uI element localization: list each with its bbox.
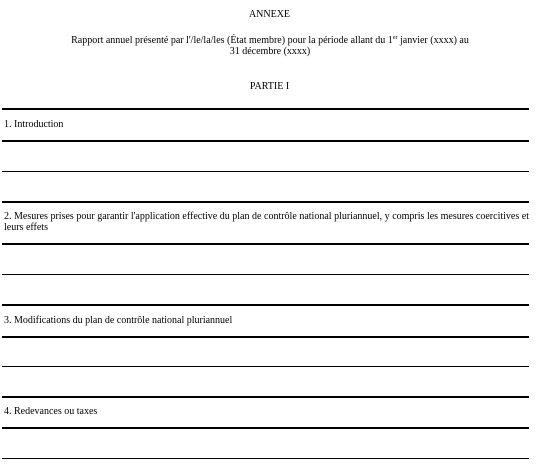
section-answer-line [2, 171, 529, 172]
section-divider [2, 201, 529, 203]
section-divider [2, 396, 529, 398]
section-answer-line [2, 366, 529, 367]
section-divider [2, 108, 529, 110]
section-divider [2, 427, 529, 429]
section-3-label: 3. Modifications du plan de contrôle national pluriannuel [4, 315, 233, 326]
part-title: PARTIE I [249, 81, 290, 92]
report-intro-line1-end: janvier (xxxx) au [397, 35, 469, 46]
section-divider [2, 336, 529, 338]
section-2-label: 2. Mesures prises pour garantir l'application effective du plan de contrôle national pluriannuel, y compris les mesures coercitives et leurs effets [4, 211, 529, 233]
annex-title: ANNEXE [248, 9, 291, 20]
section-answer-line [2, 274, 529, 275]
section-answer-line [2, 458, 529, 459]
report-intro-line2: 31 décembre (xxxx) [229, 46, 311, 57]
report-intro [20, 35, 520, 57]
report-intro-line1: Rapport annuel présenté par l'/le/la/les (État membre) pour la période allant du 1 [71, 35, 393, 46]
section-4-label: 4. Redevances ou taxes [4, 406, 98, 417]
section-1-label: 1. Introduction [4, 119, 64, 130]
section-divider [2, 140, 529, 142]
report-intro-superscript: er [392, 35, 398, 41]
section-divider [2, 304, 529, 306]
section-divider [2, 243, 529, 245]
